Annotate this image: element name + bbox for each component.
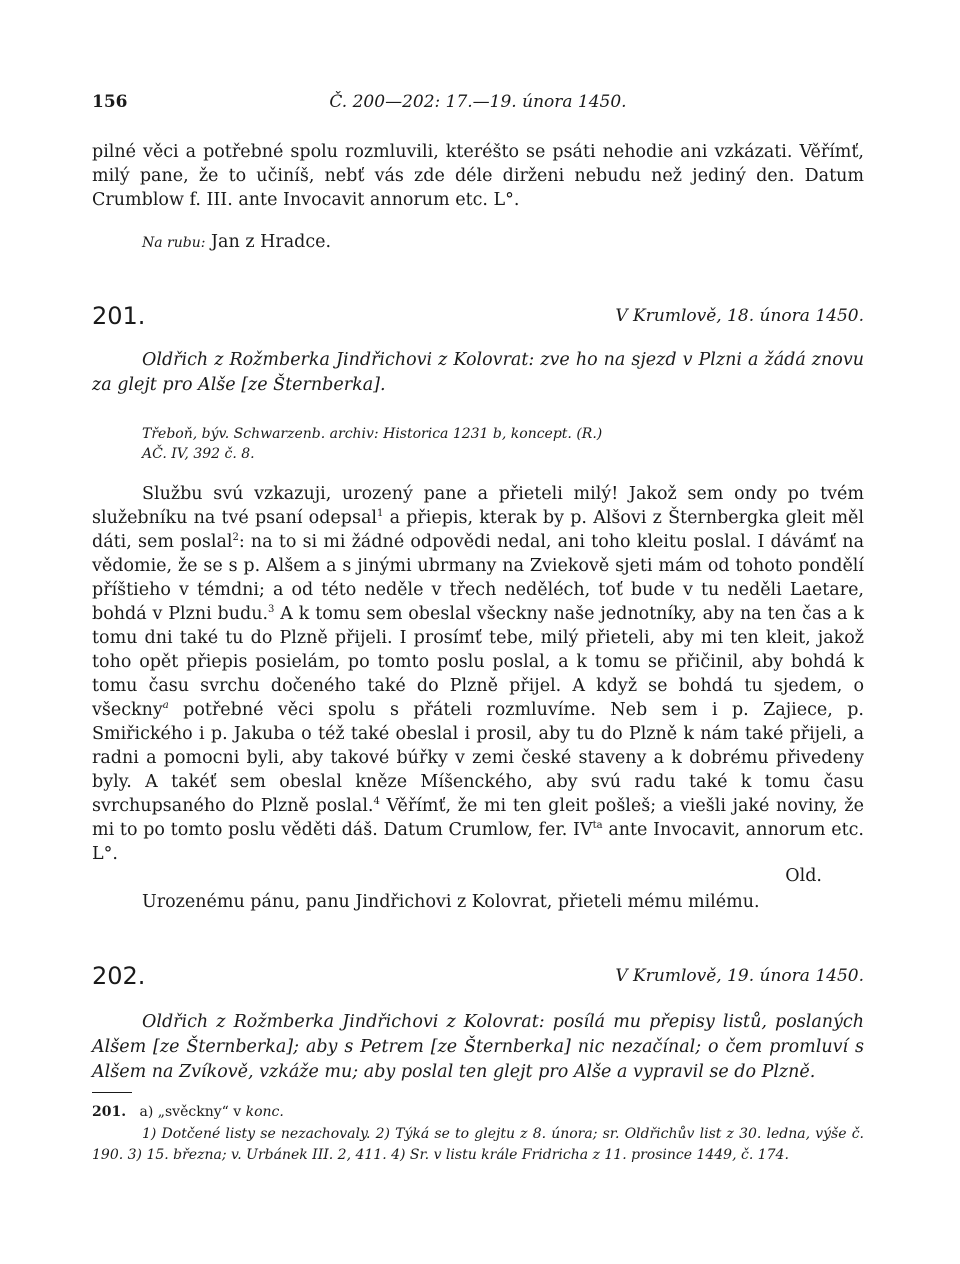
entry-202-number: 202.	[92, 962, 146, 990]
footnote-ref-3: 3	[268, 604, 275, 616]
superscript-ta: ta	[592, 820, 603, 832]
entry-201-signature: Old.	[785, 866, 822, 886]
entry-201-heading	[92, 302, 864, 330]
entry-201-number: 201.	[92, 302, 146, 330]
entry-201-address: Urozenému pánu, panu Jindřichovi z Kolovrat, přieteli mému milému.	[142, 892, 760, 912]
entry-202-place-date: V Krumlově, 19. února 1450.	[615, 966, 864, 986]
footnotes-numbered: 1) Dotčené listy se nezachovaly. 2) Týká se to glejtu z 8. února; sr. Oldřichův list z 30. ledna, výše č. 190. 3) 15. března; v. Urbánek III. 2, 411. 4) Sr. v listu krále Fridricha z 11. prosince 1449, č. 174.	[92, 1126, 864, 1163]
running-title: Č. 200—202: 17.—19. února 1450.	[329, 92, 627, 112]
footnote-entry-ref: 201.	[92, 1104, 127, 1120]
page-number: 156	[92, 92, 128, 112]
entry-202-summary: Oldřich z Rožmberka Jindřichovi z Kolovrat: posílá mu přepisy listů, poslaných Alšem [ze Šternberka]; aby s Petrem [ze Šternberka] nic nezačínal; o čem promluví s Alšem na Zvíkově, vzkáže mu; aby poslal ten glejt pro Alše a vypravil se do Plzně.	[92, 1012, 864, 1082]
entry-201-summary: Oldřich z Rožmberka Jindřichovi z Kolovrat: zve ho na sjezd v Plzni a žádá znovu za glejt pro Alše [ze Šternberka].	[92, 350, 864, 395]
page-header	[92, 92, 864, 118]
verso-text: Jan z Hradce.	[211, 232, 332, 252]
continuation-text: pilné věci a potřebné spolu rozmluvili, kteréšto se psáti nehodie ani vzkázati. Věřímť, milý pane, že to učiníš, nebť vás zde déle dirženi nebudu než jediný den. Datum Crumblow f. III. ante Invocavit annorum etc. L°.	[92, 142, 864, 210]
entry-202-heading	[92, 962, 864, 990]
footnote-a: 201. a) „svěckny“ v konc.	[92, 1104, 284, 1120]
footnote-a-text: „svěckny“	[157, 1104, 229, 1120]
footnote-ref-a: a	[162, 700, 169, 712]
verso-label: Na rubu:	[142, 235, 206, 251]
letter-text: Službu svú vzkazuji, urozený pane a přieteli milý! Jakož sem ondy po tvém služebníku na tvé psaní odepsal$^1$ a přiepis, kterak by p. Alšovi z Šternbergka gleit měl dáti, sem poslal$^2$: na to si mi žádné odpovědi nedal, ani toho kleitu poslal. I dávámť na vědomie, že se s p. Alšem a s jinými ubrmany na Zviekově sjeti mám od tohoto pondělí příštieho v témdni; a od této neděle v třech neděléch, toť bude v tu neděli Laetare, bohdá v Plzni budu.$^3$ A k tomu sem obeslal všeckny naše jednotníky, aby na ten čas a k tomu dni také tu do Plzně přijeli. I prosímť tebe, milý přieteli, aby mi ten kleit, jakož toho opět přiepis posielám, po tomto poslu poslal, a k tomu se přičinil, aby bohdá k tomu času svrchu dočeného také do Plzně přijel. A když se bohdá tu sjedem, o všeckny$^a$ potřebné věci spolu s přáteli rozmluvíme. Neb sem i p. Zajiece, p. Smiřického i p. Jakuba o též také obeslal i prosil, aby tu do Plzně k nám také přijeli, a radni a pomocni byli, aby takové búřky v zemi české staveny a k dobrému přivedeny byly. A takéť sem obeslal kněze Míšenckého, aby svú radu také k tomu času svrchupsaného do Plzně poslal.$^4$ Věřímť, že mi ten gleit pošleš; a viešli jaké noviny, že mi to po tomto poslu věděti dáš. Datum Crumlow, fer. $IV^{ta}$ ante Invocavit, annorum etc. L°.	[92, 484, 865, 864]
footnote-divider	[92, 1092, 132, 1093]
footnote-ref-1: 1	[377, 508, 384, 520]
continuation-block	[92, 140, 864, 212]
entry-201-source	[142, 424, 602, 464]
entry-201-source-archive: Třeboň, býv. Schwarzenb. archiv: Historica 1231 b, koncept. (R.)	[142, 426, 603, 442]
entry-201-body	[92, 482, 864, 866]
entry-201-place-date: V Krumlově, 18. února 1450.	[615, 306, 864, 326]
verso-note	[142, 232, 331, 252]
footnote-ref-4: 4	[373, 796, 380, 808]
footnote-ref-2: 2	[232, 532, 239, 544]
entry-201-source-edition: AČ. IV, 392 č. 8.	[142, 446, 255, 462]
